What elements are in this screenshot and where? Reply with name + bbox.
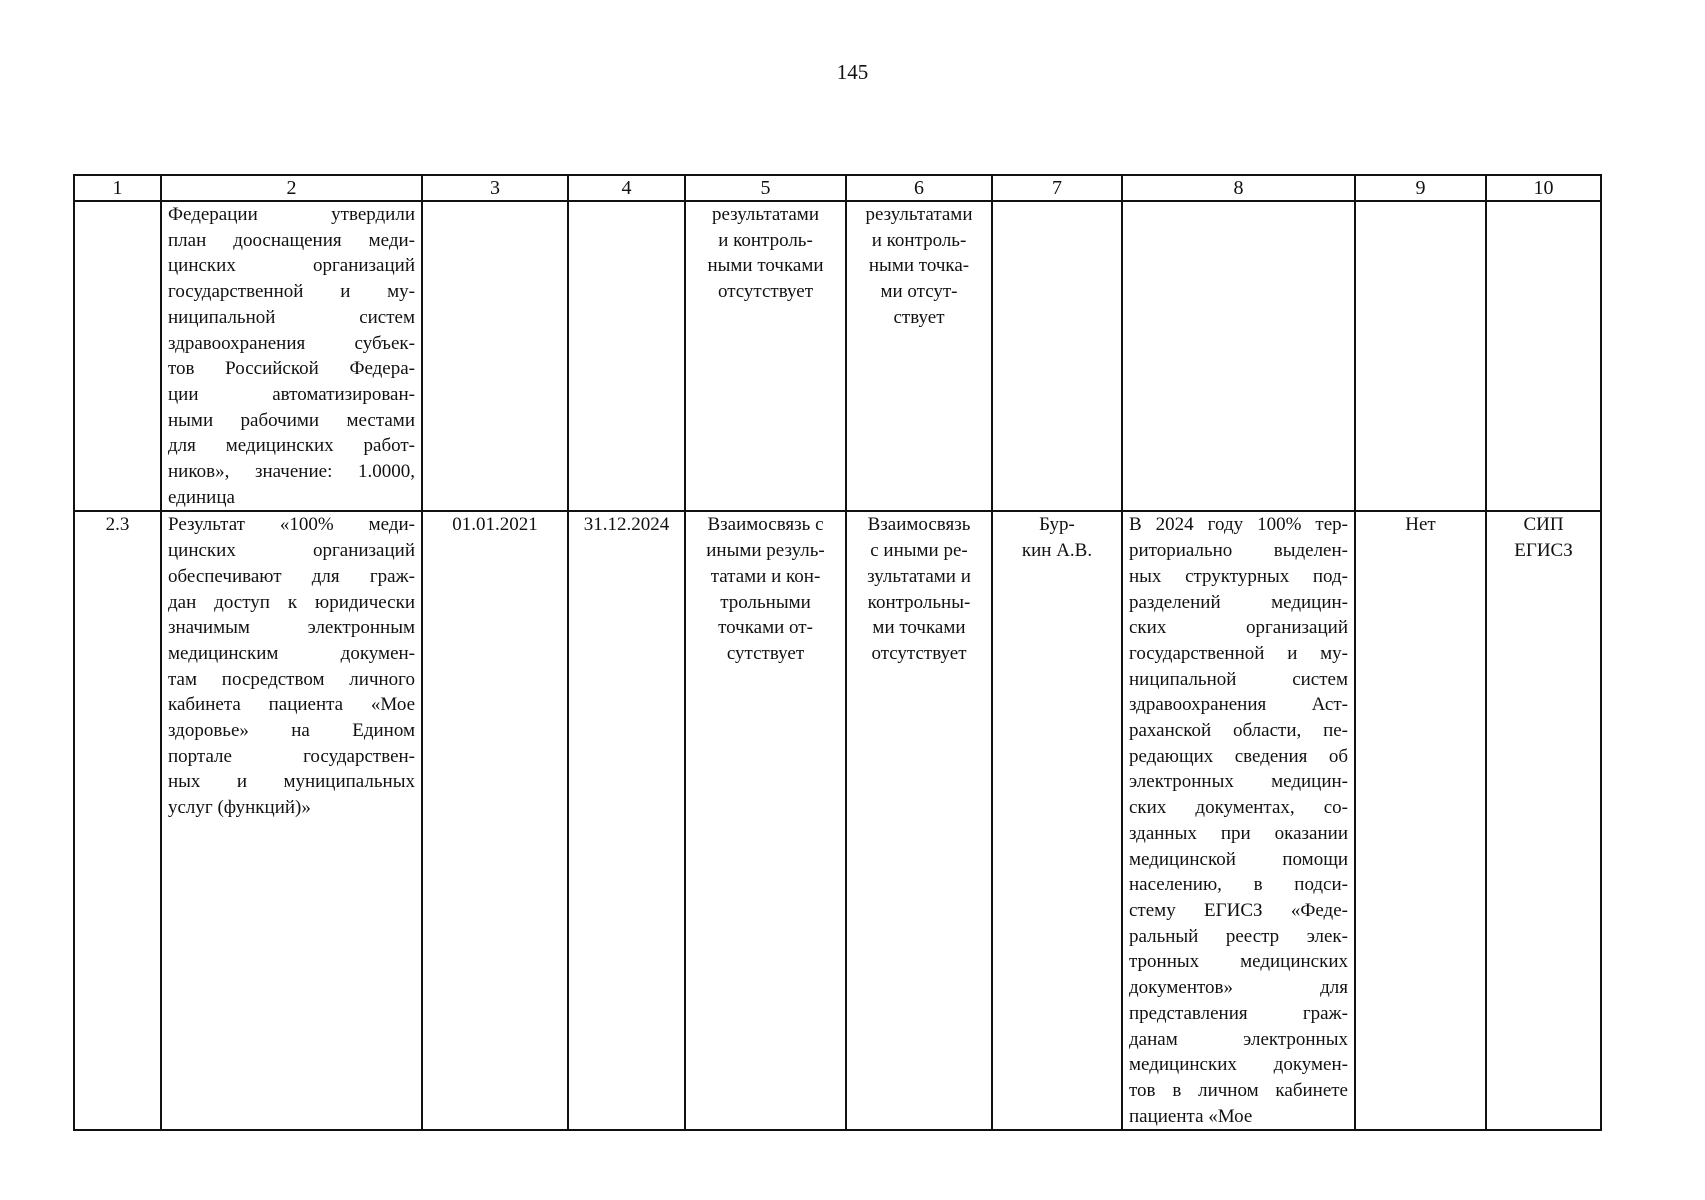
header-cell-10: 10 [1486, 175, 1601, 201]
cell-text-line: значимым электронным [168, 617, 415, 639]
header-cell-8: 8 [1122, 175, 1355, 201]
cell-text-line: здравоохранения Аст- [1129, 694, 1348, 716]
cell-text-line: медицинских докумен- [1129, 1054, 1348, 1076]
cell-text-line: кабинета пациента «Мое [168, 694, 415, 716]
cell-info-system [1486, 201, 1601, 511]
cell-text-line: электронных медицин- [1129, 771, 1348, 793]
cell-text-line: ми отсут- [880, 281, 958, 303]
cell-text-line: татами и кон- [710, 565, 821, 587]
cell-text-line: Взаимосвязь с [707, 514, 824, 536]
cell-text-line: пациента «Мое [1129, 1105, 1253, 1127]
cell-text-line: ных и муниципальных [168, 771, 415, 793]
cell-relation-prev [685, 201, 846, 511]
cell-text-line: документов» для [1129, 977, 1348, 999]
header-cell-1: 1 [74, 175, 161, 201]
cell-text-line: трольными [720, 591, 811, 613]
header-cell-2: 2 [161, 175, 422, 201]
cell-text-line: СИП [1523, 514, 1564, 536]
cell-text-line: Взаимосвязь [867, 514, 971, 536]
cell-text-line: населению, в подси- [1129, 874, 1348, 896]
cell-text-line: раханской области, пе- [1129, 720, 1348, 742]
cell-text-line: дан доступ к юридически [168, 591, 415, 613]
cell-text-line: зультатами и [867, 565, 971, 587]
cell-number: 2.3 [74, 511, 161, 1130]
cell-text-line: результатами [865, 204, 973, 225]
cell-responsible [992, 511, 1122, 1130]
cell-text-line: ральный реестр элек- [1129, 925, 1348, 947]
cell-start-date: 01.01.2021 [422, 511, 568, 1130]
header-cell-9: 9 [1355, 175, 1486, 201]
cell-text-line: ских организаций [1129, 617, 1348, 639]
cell-text-line: ными точками [707, 255, 824, 277]
cell-text-line: портале государствен- [168, 745, 415, 767]
cell-text-line: данам электронных [1129, 1028, 1348, 1050]
cell-text-line: ствует [893, 306, 945, 328]
table-row [74, 201, 1601, 511]
cell-responsible [992, 201, 1122, 511]
cell-text-line: зданных при оказании [1129, 822, 1348, 844]
cell-text-line: В 2024 году 100% тер- [1129, 514, 1348, 536]
cell-text-line: услуг (функций)» [168, 797, 311, 819]
cell-relation-prev [685, 511, 846, 1130]
cell-text-line: риториально выделен- [1129, 540, 1348, 562]
cell-text-line: и контроль- [871, 229, 967, 251]
cell-number [74, 201, 161, 511]
cell-text-line: результатами [712, 204, 819, 225]
cell-text-line: медицинской помощи [1129, 848, 1348, 870]
cell-text-line: тов Российской Федера- [168, 358, 415, 380]
page-number: 145 [836, 60, 869, 84]
cell-end-date [568, 201, 685, 511]
cell-text-line: представления граж- [1129, 1002, 1348, 1024]
cell-text-line: сутствует [726, 642, 805, 664]
cell-level: Нет [1355, 511, 1486, 1130]
cell-text-line: ми точками [872, 617, 966, 639]
cell-text-line: обеспечивают для граж- [168, 565, 415, 587]
cell-text-line: медицинским докумен- [168, 642, 415, 664]
cell-text-line: тронных медицинских [1129, 951, 1348, 973]
cell-text-line: ников», значение: 1.0000, [168, 461, 415, 483]
cell-text-line: ции автоматизирован- [168, 383, 415, 405]
cell-result-description [1122, 511, 1355, 1130]
cell-relation-next [846, 201, 992, 511]
cell-description [161, 201, 422, 511]
cell-text-line: цинских организаций [168, 255, 415, 277]
document-table [73, 174, 1602, 1131]
cell-text-line: отсутствует [717, 281, 814, 303]
cell-text-line: ными точка- [868, 255, 970, 277]
table-row [74, 511, 1601, 1130]
cell-text-line: ных структурных под- [1129, 565, 1348, 587]
cell-text-line: план дооснащения меди- [168, 229, 415, 251]
cell-text-line: редающих сведения об [1129, 745, 1348, 767]
cell-text-line: цинских организаций [168, 540, 415, 562]
cell-relation-next [846, 511, 992, 1130]
cell-text-line: единица [168, 486, 235, 508]
cell-text-line: разделений медицин- [1129, 591, 1348, 613]
header-cell-4: 4 [568, 175, 685, 201]
header-cell-3: 3 [422, 175, 568, 201]
cell-text-line: точками от- [718, 617, 813, 639]
cell-text-line: Результат «100% меди- [168, 514, 415, 536]
cell-text-line: и контроль- [718, 229, 813, 251]
cell-text-line: ными рабочими местами [168, 409, 415, 431]
cell-text-line: для медицинских работ- [168, 435, 415, 457]
cell-text-line: стему ЕГИСЗ «Феде- [1129, 899, 1348, 921]
cell-end-date: 31.12.2024 [568, 511, 685, 1130]
cell-text-line: Федерации утвердили [168, 204, 415, 225]
cell-text-line: отсутствует [871, 642, 967, 664]
cell-text-line: иными резуль- [706, 540, 825, 562]
cell-text-line: кин А.В. [1021, 540, 1093, 562]
cell-text-line: государственной и му- [1129, 642, 1348, 664]
cell-start-date [422, 201, 568, 511]
cell-text-line: ских документах, со- [1129, 797, 1348, 819]
cell-text-line: тов в личном кабинете [1129, 1079, 1348, 1101]
cell-text-line: здоровье» на Едином [168, 720, 415, 742]
cell-level [1355, 201, 1486, 511]
cell-text-line: государственной и му- [168, 281, 415, 303]
header-cell-5: 5 [685, 175, 846, 201]
cell-description [161, 511, 422, 1130]
header-cell-7: 7 [992, 175, 1122, 201]
cell-info-system [1486, 511, 1601, 1130]
cell-result-description [1122, 201, 1355, 511]
cell-text-line: ЕГИСЗ [1514, 540, 1573, 562]
table-header-row [74, 175, 1601, 201]
cell-text-line: контрольны- [867, 591, 971, 613]
cell-text-line: Бур- [1039, 514, 1075, 536]
cell-text-line: ниципальной систем [1129, 668, 1348, 690]
header-cell-6: 6 [846, 175, 992, 201]
cell-text-line: здравоохранения субъек- [168, 332, 415, 354]
cell-text-line: ниципальной систем [168, 306, 415, 328]
cell-text-line: с иными ре- [870, 540, 968, 562]
cell-text-line: там посредством личного [168, 668, 415, 690]
